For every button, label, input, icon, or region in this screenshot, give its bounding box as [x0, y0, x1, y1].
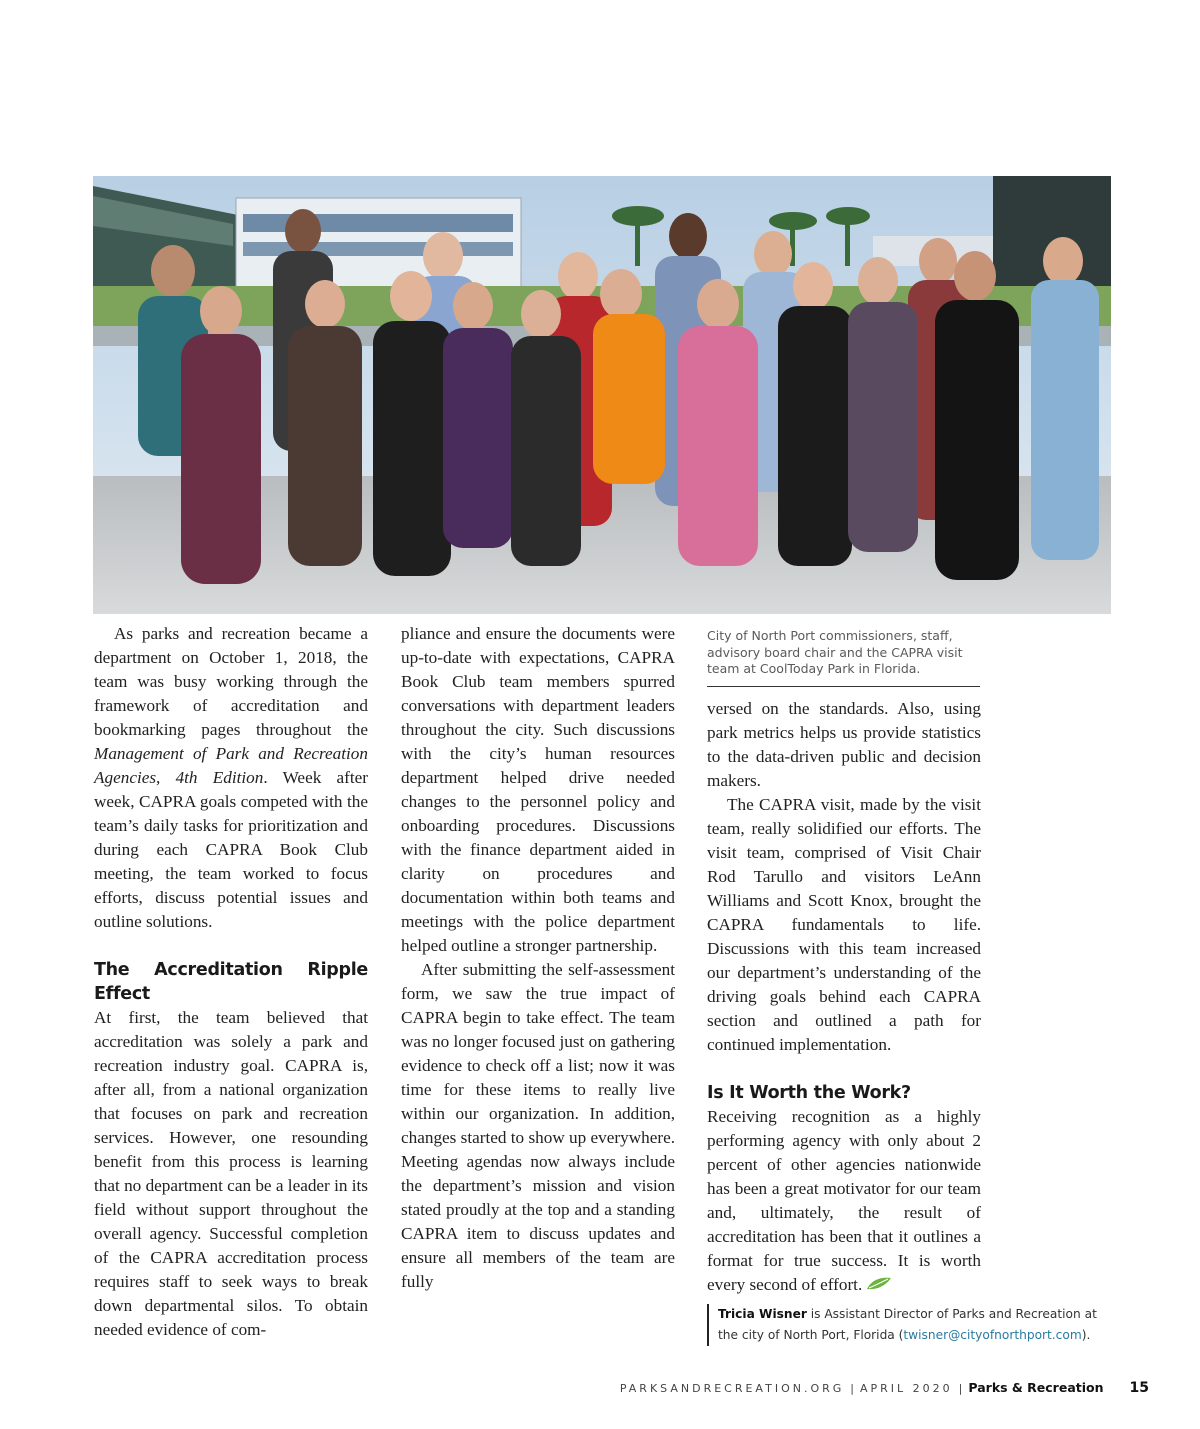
leaf-icon	[866, 1274, 892, 1298]
footer-date: APRIL 2020	[860, 1382, 953, 1395]
paragraph-ripple: At first, the team believed that accreditation was solely a park and recreation industry goal. CAPRA is, after all, from a national organization that focuses on park and recreation services. However, one resounding benefit from this process is learning that no department can be a leader in its field without support throughout the overall agency. Successful completion of the CAPRA accreditation process requires staff to seek ways to break down departmental silos. To obtain needed evidence of com-	[94, 1008, 368, 1339]
group-photo	[93, 176, 1111, 614]
book-title: Management of Park and Recreation Agencies, 4th Edition	[94, 744, 368, 787]
heading-worth-the-work: Is It Worth the Work?	[707, 1083, 911, 1103]
paragraph-compliance: pliance and ensure the documents were up-to-date with expectations, CAPRA Book Club team members spurred conversations with department leaders throughout the city. Such discussions with the city’s human resources department helped drive needed changes to the personnel policy and onboarding procedures. Discussions with the finance department aided in clarity on procedures and documentation within both teams and meetings with the police department helped outline a stronger partnership.	[401, 624, 675, 955]
author-bio: Tricia Wisner is Assistant Director of Parks and Recreation at the city of North Port, Florida (twisner@cityofnorthport.com).	[707, 1304, 1118, 1346]
paragraph-capra-visit: The CAPRA visit, made by the visit team, really solidified our efforts. The visit team, comprised of Visit Chair Rod Tarullo and visitors LeAnn Williams and Scott Knox, brought the CAPRA fundamentals to life. Discussions with this team increased our department’s understanding of the driving goals behind each CAPRA section and outlined a path for continued implementation.	[707, 795, 981, 1054]
article-column-2	[401, 622, 675, 1294]
footer-magazine-title: Parks & Recreation	[968, 1380, 1104, 1395]
heading-ripple-effect: The Accreditation Ripple Effect	[94, 960, 368, 1004]
paragraph-self-assessment: After submitting the self-assessment form, we saw the true impact of CAPRA begin to take effect. The team was no longer focused just on gathering evidence to check off a list; now it was time for these items to really live within our organization. In addition, changes started to show up everywhere. Meeting agendas now always include the department’s mission and vision stated proudly at the top and a standing CAPRA item to discuss updates and ensure all members of the team are fully	[401, 960, 675, 1291]
photo-caption: City of North Port commissioners, staff, advisory board chair and the CAPRA visit team at CoolToday Park in Florida.	[707, 628, 980, 687]
paragraph-intro: As parks and recreation became a department on October 1, 2018, the team was busy working through the framework of accreditation and bookmarking pages throughout the Management of Park and Recreation Agencies, 4th Edition. Week after week, CAPRA goals competed with the team’s daily tasks for prioritization and during each CAPRA Book Club meeting, the team worked to focus efforts, discuss potential issues and outline solutions.	[94, 624, 368, 931]
page-footer: PARKSANDRECREATION.ORG | APRIL 2020 | Parks & Recreation 15	[619, 1380, 1149, 1396]
group-photo-illustration	[93, 176, 1111, 614]
paragraph-standards: versed on the standards. Also, using park metrics helps us provide statistics to the data-driven public and decision makers.	[707, 699, 981, 790]
author-name: Tricia Wisner	[718, 1307, 807, 1321]
paragraph-recognition: Receiving recognition as a highly performing agency with only about 2 percent of other agencies nationwide has been a great motivator for our team and, ultimately, the result of accreditation has been that it outlines a format for true success. It is worth every second of effort.	[707, 1105, 981, 1298]
author-email-link[interactable]: twisner@cityofnorthport.com	[903, 1328, 1082, 1342]
footer-website[interactable]: PARKSANDRECREATION.ORG	[619, 1382, 845, 1395]
article-column-1	[94, 622, 368, 1342]
article-column-3	[707, 697, 981, 1298]
page-number: 15	[1129, 1380, 1149, 1396]
